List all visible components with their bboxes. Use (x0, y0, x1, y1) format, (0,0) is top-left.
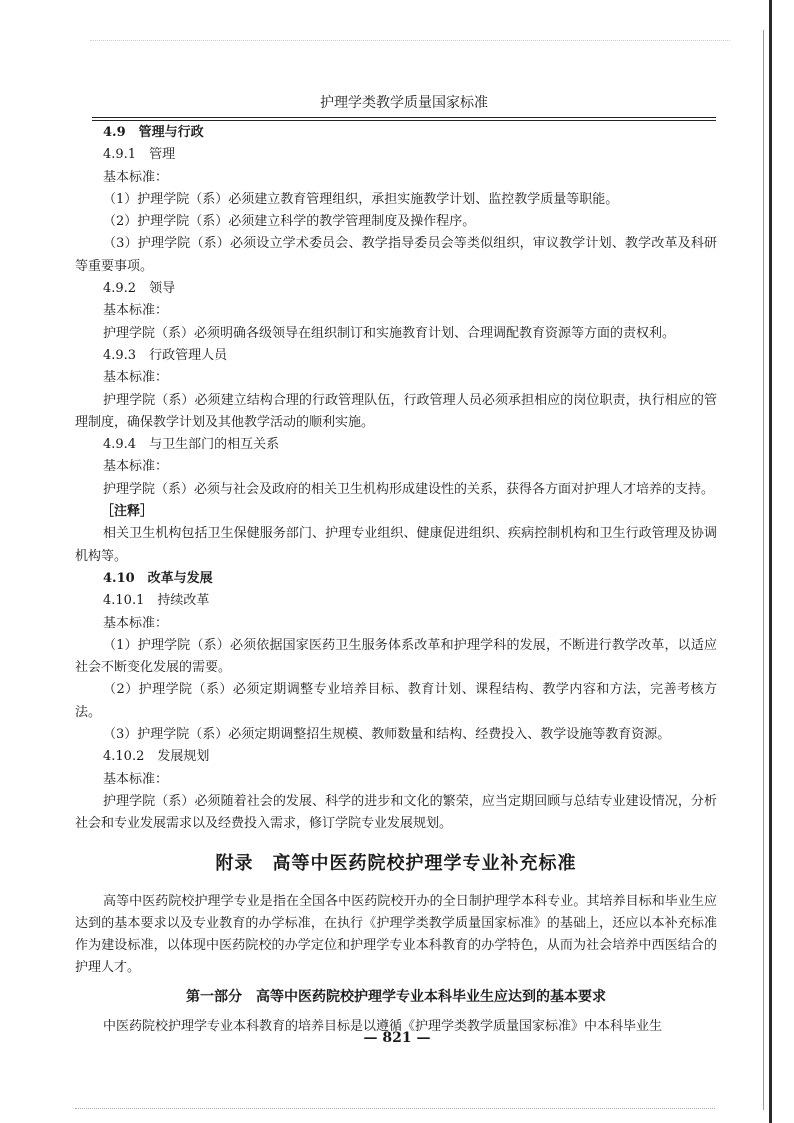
paragraph: （1）护理学院（系）必须依据国家医药卫生服务体系改革和护理学科的发展，不断进行教学改革，以适应社会不断变化发展的需要。 (75, 637, 717, 676)
section-4-10-2-heading: 4.10.2 发展规划 (103, 749, 210, 765)
header-rule (92, 117, 716, 121)
section-4-9-3-heading: 4.9.3 行政管理人员 (103, 347, 228, 363)
page-number: — 821 — (363, 1030, 431, 1046)
standard-label: 基本标准： (103, 370, 169, 386)
running-header: 护理学类教学质量国家标准 (320, 95, 488, 111)
standard-label: 基本标准： (103, 771, 169, 787)
paragraph: （2）护理学院（系）必须建立科学的教学管理制度及操作程序。 (103, 214, 476, 230)
paragraph: 护理学院（系）必须建立结构合理的行政管理队伍，行政管理人员必须承担相应的岗位职责，执行相应的管理制度，确保教学计划及其他教学活动的顺利实施。 (75, 392, 717, 430)
section-4-10-1-heading: 4.10.1 持续改革 (103, 593, 210, 609)
paragraph: （3）护理学院（系）必须设立学术委员会、教学指导委员会等类似组织，审议教学计划、教学改革及科研等重要事项。 (75, 236, 717, 274)
section-4-9-1-heading: 4.9.1 管理 (103, 147, 176, 163)
section-4-10-heading: 4.10 改革与发展 (103, 570, 213, 586)
part-1-title: 第一部分 高等中医药院校护理学专业本科毕业生应达到的基本要求 (186, 988, 606, 1005)
section-4-9-heading: 4.9 管理与行政 (103, 125, 204, 140)
paragraph: 护理学院（系）必须随着社会的发展、科学的进步和文化的繁荣，应当定期回顾与总结专业建设情况，分析社会和专业发展需求以及经费投入需求，修订学院专业发展规划。 (75, 793, 717, 832)
page-body (75, 122, 717, 1038)
note-label: ［注释］ (101, 504, 154, 520)
paragraph: 护理学院（系）必须与社会及政府的相关卫生机构形成建设性的关系，获得各方面对护理人才培养的支持。 (103, 481, 715, 497)
paragraph: （3）护理学院（系）必须定期调整招生规模、教师数量和结构、经费投入、教学设施等教育资源。 (103, 727, 671, 743)
section-4-9-2-heading: 4.9.2 领导 (103, 281, 176, 297)
part-1-text: 中医药院校护理学专业本科教育的培养目标是以遵循《护理学类教学质量国家标准》中本科毕业生 (103, 1018, 663, 1034)
appendix-title: 附录 高等中医药院校护理学专业补充标准 (215, 852, 577, 874)
scan-artifact-bottom (75, 1108, 715, 1110)
standard-label: 基本标准： (103, 303, 169, 319)
note-text: 相关卫生机构包括卫生保健服务部门、护理专业组织、健康促进组织、疾病控制机构和卫生行政管理及协调机构等。 (75, 526, 717, 564)
scan-edge (769, 0, 772, 1123)
section-4-9-4-heading: 4.9.4 与卫生部门的相互关系 (103, 437, 280, 453)
standard-label: 基本标准： (103, 615, 169, 631)
standard-label: 基本标准： (103, 169, 169, 185)
scan-edge-inner (763, 30, 764, 1110)
paragraph: 护理学院（系）必须明确各级领导在组织制订和实施教育计划、合理调配教育资源等方面的责权利。 (103, 325, 676, 341)
appendix-intro: 高等中医药院校护理学专业是指在全国各中医药院校开办的全日制护理学本科专业。其培养目标和毕业生应达到的基本要求以及专业教育的办学标准，在执行《护理学类教学质量国家标准》的基础上，还应以本补充标准作为建设标准，以体现中医药院校的办学定位和护理学专业本科教育的办学特色，从而为社会培养中西医结合的护理人才。 (75, 893, 717, 976)
paragraph: （1）护理学院（系）必须建立教育管理组织，承担实施教学计划、监控教学质量等职能。 (103, 191, 619, 207)
standard-label: 基本标准： (103, 459, 169, 475)
paragraph: （2）护理学院（系）必须定期调整专业培养目标、教育计划、课程结构、教学内容和方法，完善考核方法。 (75, 682, 717, 720)
scan-artifact-top (90, 40, 730, 42)
